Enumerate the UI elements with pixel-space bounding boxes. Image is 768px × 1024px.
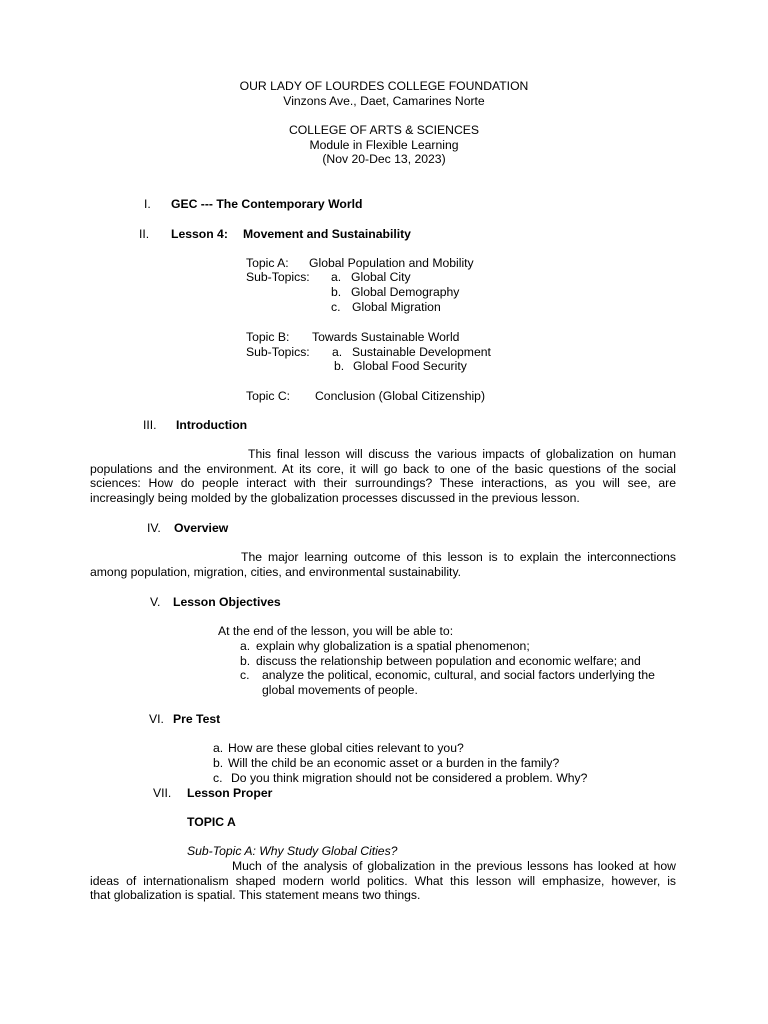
topic-c-label: Topic C:: [246, 389, 291, 403]
paragraph-line: ideas of internationalism shaped modern world politics. What this lesson will emphasize, however, is: [90, 873, 676, 888]
section-1-numeral: I.: [144, 197, 151, 211]
objectives-intro: At the end of the lesson, you will be able to:: [218, 624, 454, 638]
module-title: Module in Flexible Learning: [309, 138, 459, 152]
section-5-numeral: V.: [150, 595, 161, 609]
paragraph-line: among population, migration, cities, and environmental sustainability.: [90, 564, 462, 579]
pretest-letter: c.: [213, 771, 223, 785]
section-4-numeral: IV.: [147, 521, 161, 535]
subtopic-global-demography: Global Demography: [351, 285, 460, 299]
paragraph-line: Much of the analysis of globalization in the previous lessons has looked at how: [232, 859, 676, 873]
topic-b-label: Topic B:: [246, 330, 290, 344]
lesson-title: Movement and Sustainability: [243, 227, 411, 241]
course-code: GEC --- The Contemporary World: [171, 197, 363, 211]
objective-item: explain why globalization is a spatial phenomenon;: [256, 639, 530, 653]
subtopic-heading: Sub-Topic A: Why Study Global Cities?: [187, 844, 398, 858]
subtopic-letter: b.: [331, 285, 342, 299]
objective-letter: c.: [240, 668, 250, 682]
topic-a-label: Topic A:: [246, 256, 289, 270]
module-dates: (Nov 20-Dec 13, 2023): [322, 152, 446, 166]
pretest-question: Do you think migration should not be considered a problem. Why?: [231, 771, 588, 785]
subtopic-letter: a.: [332, 345, 343, 359]
section-2-numeral: II.: [139, 227, 150, 241]
paragraph-line: increasingly being molded by the globalization processes discussed in the previous lesson.: [90, 491, 580, 506]
lesson-objectives-heading: Lesson Objectives: [173, 595, 281, 609]
objective-letter: a.: [240, 639, 251, 653]
topic-a-heading: TOPIC A: [187, 815, 236, 829]
objective-item-continuation: global movements of people.: [262, 683, 418, 697]
topic-b-subtopics-label: Sub-Topics:: [246, 345, 310, 359]
institution-name: OUR LADY OF LOURDES COLLEGE FOUNDATION: [239, 79, 529, 93]
introduction-paragraph: [90, 447, 676, 506]
objective-item: discuss the relationship between population and economic welfare; and: [256, 654, 641, 668]
section-7-numeral: VII.: [153, 786, 172, 800]
lesson-proper-paragraph: [90, 859, 676, 903]
pre-test-heading: Pre Test: [173, 712, 221, 726]
lesson-proper-heading: Lesson Proper: [187, 786, 273, 800]
pretest-letter: a.: [213, 741, 224, 755]
overview-heading: Overview: [174, 521, 229, 535]
college-name: COLLEGE OF ARTS & SCIENCES: [288, 123, 480, 137]
overview-paragraph: [90, 550, 676, 579]
pretest-question: Will the child be an economic asset or a burden in the family?: [228, 756, 560, 770]
paragraph-line: that globalization is spatial. This statement means two things.: [90, 888, 421, 903]
subtopic-sustainable-development: Sustainable Development: [352, 345, 491, 359]
subtopic-letter: a.: [331, 270, 342, 284]
institution-address: Vinzons Ave., Daet, Camarines Norte: [283, 94, 485, 108]
subtopic-global-migration: Global Migration: [352, 300, 441, 314]
topic-c-title: Conclusion (Global Citizenship): [315, 389, 486, 403]
subtopic-letter: c.: [331, 300, 341, 314]
subtopic-global-food-security: Global Food Security: [353, 359, 467, 373]
paragraph-line: This final lesson will discuss the various impacts of globalization on human: [248, 447, 676, 461]
introduction-heading: Introduction: [176, 418, 248, 432]
topic-b-title: Towards Sustainable World: [312, 330, 460, 344]
paragraph-line: populations and the environment. At its core, it will go back to one of the basic questions of the social: [90, 461, 676, 476]
paragraph-line: The major learning outcome of this lesson is to explain the interconnections: [241, 550, 676, 564]
paragraph-line: sciences: How do people interact with their surroundings? These interactions, as you will see, are: [90, 476, 676, 491]
objective-letter: b.: [240, 654, 251, 668]
lesson-number: Lesson 4:: [171, 227, 228, 241]
objective-item: analyze the political, economic, cultural, and social factors underlying the: [262, 668, 655, 682]
pretest-letter: b.: [213, 756, 224, 770]
topic-a-subtopics-label: Sub-Topics:: [246, 270, 310, 284]
subtopic-letter: b.: [334, 359, 345, 373]
section-3-numeral: III.: [143, 418, 157, 432]
section-6-numeral: VI.: [149, 712, 164, 726]
pretest-question: How are these global cities relevant to you?: [228, 741, 464, 755]
subtopic-global-city: Global City: [351, 270, 411, 284]
topic-a-title: Global Population and Mobility: [309, 256, 474, 270]
